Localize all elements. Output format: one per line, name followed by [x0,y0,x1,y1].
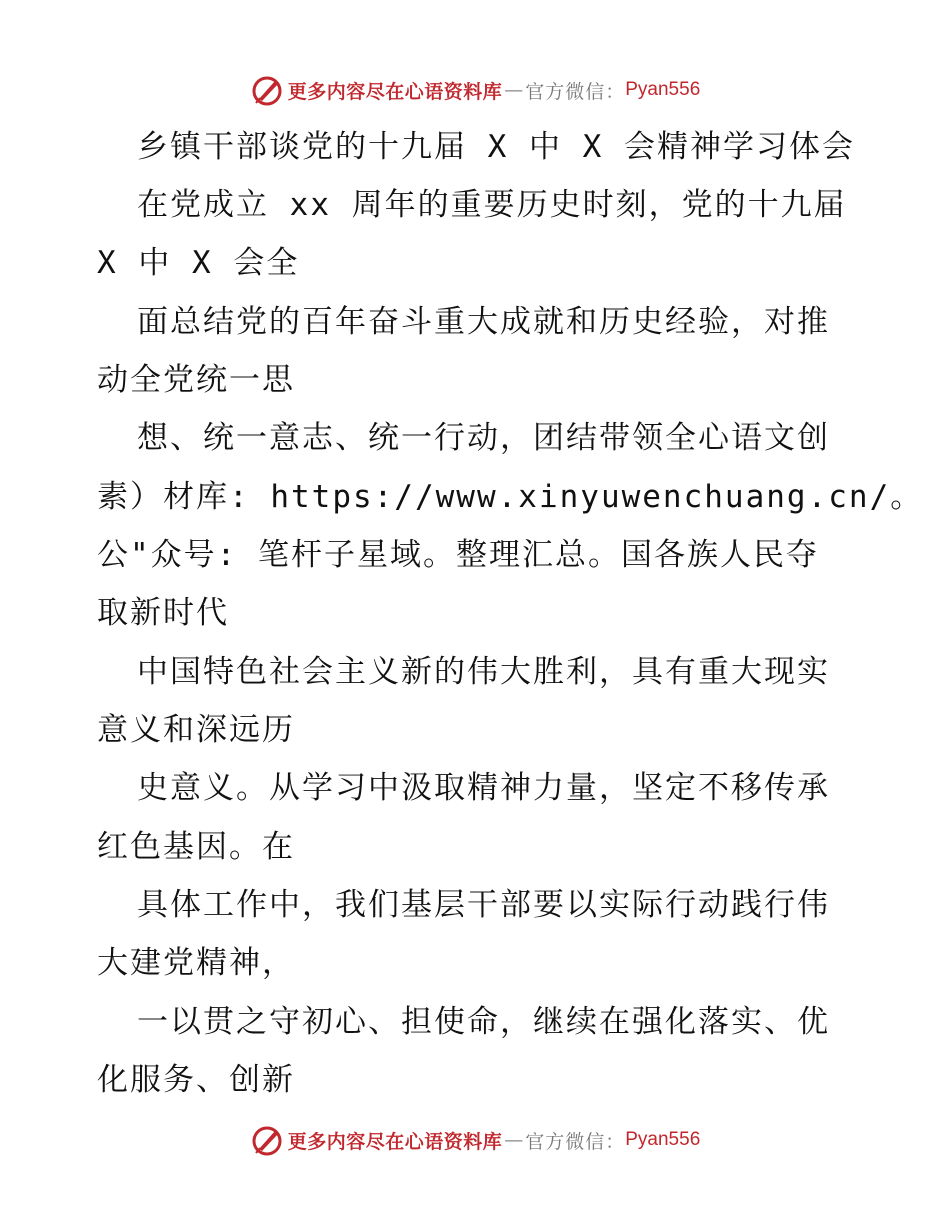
text-line: 动全党统一思 [97,362,295,398]
text-line: 公"众号: 笔杆子星域。整理汇总。国各族人民夺 [97,537,819,573]
quill-pen-logo-icon [250,73,284,107]
header-banner [0,70,950,110]
banner-wechat-id: Pyan556 [625,1129,701,1150]
quill-pen-logo-icon [250,1123,284,1157]
text-line: 具体工作中，我们基层干部要以实际行动践行伟 [137,887,830,923]
footer-banner [0,1120,950,1160]
banner-wechat-label: 官方微信： [525,80,626,103]
text-line: 想、统一意志、统一行动，团结带领全心语文创 [137,420,830,456]
text-line: X 中 X 会全 [97,245,300,281]
text-line: 在党成立 xx 周年的重要历史时刻，党的十九届 [137,187,847,223]
text-line: 意义和深远历 [97,712,295,748]
banner-main-text: 更多内容尽在心语资料库 [287,1130,503,1153]
text-line: 中国特色社会主义新的伟大胜利，具有重大现实 [137,654,830,690]
banner-dash: — [504,79,524,101]
banner-dash: — [504,1129,524,1151]
text-line: 素）材库: https://www.xinyuwenchuang.cn/。 [97,479,924,515]
banner-main-text: 更多内容尽在心语资料库 [287,80,503,103]
text-line: 面总结党的百年奋斗重大成就和历史经验，对推 [137,304,830,340]
text-line: 化服务、创新 [97,1062,295,1098]
banner-wechat-label: 官方微信： [525,1130,626,1153]
text-line: 一以贯之守初心、担使命，继续在强化落实、优 [137,1004,830,1040]
text-line: 红色基因。在 [97,829,295,865]
text-line: 取新时代 [97,595,229,631]
text-line: 大建党精神， [97,945,295,981]
document-title: 乡镇干部谈党的十九届 X 中 X 会精神学习体会 [137,129,855,165]
text-line: 史意义。从学习中汲取精神力量，坚定不移传承 [137,770,830,806]
banner-wechat-id: Pyan556 [625,79,701,100]
